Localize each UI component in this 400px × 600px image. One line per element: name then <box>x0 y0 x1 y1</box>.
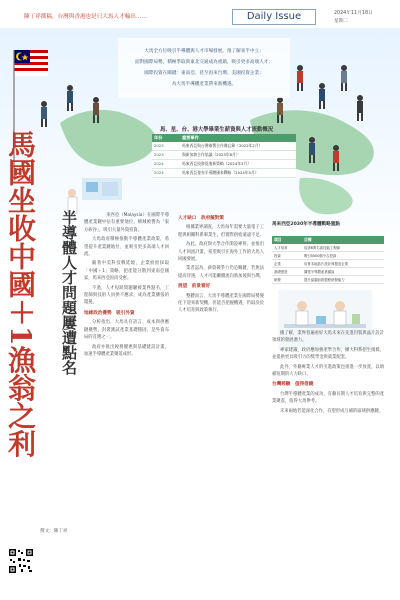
issue-title: Daily Issue <box>232 9 316 25</box>
table-cell: 投資 <box>272 252 302 260</box>
paragraph: 專家建議，政府應加強產學合作，擴大科系招生規模，並提供更具吸引力的獎學金與就業配套。 <box>272 347 384 361</box>
paragraph: 隨著中美科技戰延燒，企業紛紛採取「中國＋1」策略，把產能分散到東南亞國家，馬來西亞因而受惠。 <box>84 261 169 282</box>
table-header-year: 年份 <box>152 134 180 142</box>
intro-line: 面對國際局勢，積極爭取與東北交通成為重鎮，吸引更多高端人才； <box>135 60 273 65</box>
paragraph: 未來兩地若能深化合作，有望形成互補的區域供應鏈。 <box>280 408 384 414</box>
table-row <box>272 276 384 284</box>
paragraph: 業者認為，薪資競爭力仍是關鍵，若無法提高待遇，人才可能繼續流向新加坡與台灣。 <box>178 266 264 279</box>
issue-date: 2024年11月18日 <box>334 11 373 16</box>
table-title: 馬、星、台、港大學畢業生薪資與人才流動概況 <box>160 127 274 133</box>
headline-sub: 半導體人才問題屢遭點名 <box>60 210 78 375</box>
paragraph: 據了解，業界普遍看好大馬未來在先進封裝與晶片設計領域的發展潛力。 <box>272 331 384 344</box>
intro-line: 為大馬半導體產業帶來新機遇。 <box>171 82 237 87</box>
table-cell-year: 2024 <box>152 169 180 178</box>
section-heading: 地緣政治優勢 吸引外資 <box>84 310 135 316</box>
table-row <box>272 244 384 252</box>
side-table-title: 馬來西亞2030年半導體戰略重點 <box>272 222 340 227</box>
article-column-3 <box>272 330 384 417</box>
intro-line: 國際投資在關鍵：東南亞、甚至再來台灣、美國投資企業； <box>144 71 264 76</box>
intro-summary <box>120 46 288 90</box>
table-cell-event: 馬來西亞發布半導體國家戰略（2024年5月） <box>180 169 296 178</box>
table-cell: 基礎建設 <box>272 268 302 276</box>
table-cell-event: 馬來西亞投資促進新策略（2024年3月） <box>180 160 296 169</box>
table-cell: 人才培育 <box>272 244 302 252</box>
paragraph: 分析指出，大馬具有語言、成本與供應鏈優勢，封裝測試產業基礎穩固，是外資布局的首選之一。 <box>84 320 169 341</box>
table-cell: 提升晶圓前段製程研發能力 <box>302 276 384 284</box>
table-header-event: 重要事件 <box>180 134 296 142</box>
section-heading: 人才缺口 政府擬對策 <box>178 216 224 221</box>
table-row <box>152 160 296 169</box>
paragraph: 來西亞（Malaysia）在國際半導體產業鏈中佔有重要地位，檳城被譽為「東方矽谷」，吸引大量外資投資。 <box>84 213 169 233</box>
intro-line: 大馬全方位吸引半導體與人才市場發展，推了解來半中立； <box>144 49 264 54</box>
paragraph: 整體而言，大馬半導體產業在國際局勢變化下迎來新契機，但能否把握機遇，仍取決於人才培育與政策執行。 <box>178 293 264 314</box>
side-table-header-target: 目標 <box>302 236 384 244</box>
issue-weekday: 星期二 <box>334 19 349 24</box>
events-table <box>152 134 296 178</box>
table-cell: 研發 <box>272 276 302 284</box>
article-column-2 <box>178 212 264 317</box>
strategy-table <box>272 236 384 284</box>
table-row <box>272 252 384 260</box>
side-table-header-item: 項目 <box>272 236 302 244</box>
table-cell-year: 2023 <box>152 151 180 160</box>
header-tag: 陳丁祥撰稿，台灣與香港也是只大馬人才輸出…… <box>24 14 148 20</box>
section-heading: 台灣經驗 值得借鏡 <box>272 382 314 388</box>
table-cell: 企業 <box>272 260 302 268</box>
section-heading: 展望 前景看好 <box>178 284 211 290</box>
table-row <box>272 268 384 276</box>
table-cell-event: 與新加坡合作協議（2023年8月） <box>180 151 296 160</box>
table-cell: 培訓6萬名高技能工程師 <box>302 244 384 252</box>
table-row <box>152 142 296 151</box>
paragraph: 台灣半導體產業的成功，有賴長期人才培育與完整的產業聚落，值得大馬參考。 <box>272 391 384 405</box>
author-credit: 撰文：陳丁祥 <box>40 529 68 534</box>
paragraph: 大馬政府積極推動半導體產業政策，希望提升產業鏈地位，並吸引更多高端人才回流。 <box>84 237 169 258</box>
paragraph: 為此，政府與大學合作開設專班，並推出人才回流計畫，希望吸引在海外工作的大馬人回國發展。 <box>178 242 264 263</box>
qr-code-icon[interactable] <box>8 548 34 574</box>
article-column-1 <box>84 212 169 360</box>
paragraph: 不過，人才短缺問題屢被業界點名，工程師與技術人員供不應求，成為產業擴張的隱憂。 <box>84 285 169 306</box>
paragraph: 政府亦推出稅務優惠與基礎建設計畫，加速半導體產業聚落成形。 <box>84 344 169 357</box>
table-row <box>152 151 296 160</box>
headline-main: 馬國坐收中國＋1漁翁之利 <box>4 130 37 458</box>
table-cell: 吸引5000億令吉投資 <box>302 252 384 260</box>
table-row <box>272 260 384 268</box>
table-cell-event: 馬來西亞與台灣簽署合作備忘錄（2022年2月） <box>180 142 296 151</box>
paragraph: 此外，外籍專業人才的引進政策也須進一步放寬，以填補短期的人力缺口。 <box>272 364 384 378</box>
paragraph: 根據業界調查，大馬每年需要大量電子工程與相關科系畢業生，但實際供給遠遠不足。 <box>178 225 264 238</box>
table-cell: 培育本地晶片設計與製造企業 <box>302 260 384 268</box>
table-cell-year: 2023 <box>152 142 180 151</box>
table-cell-year: 2024 <box>152 160 180 169</box>
table-cell: 擴建半導體產業園區 <box>302 268 384 276</box>
table-row <box>152 169 296 178</box>
